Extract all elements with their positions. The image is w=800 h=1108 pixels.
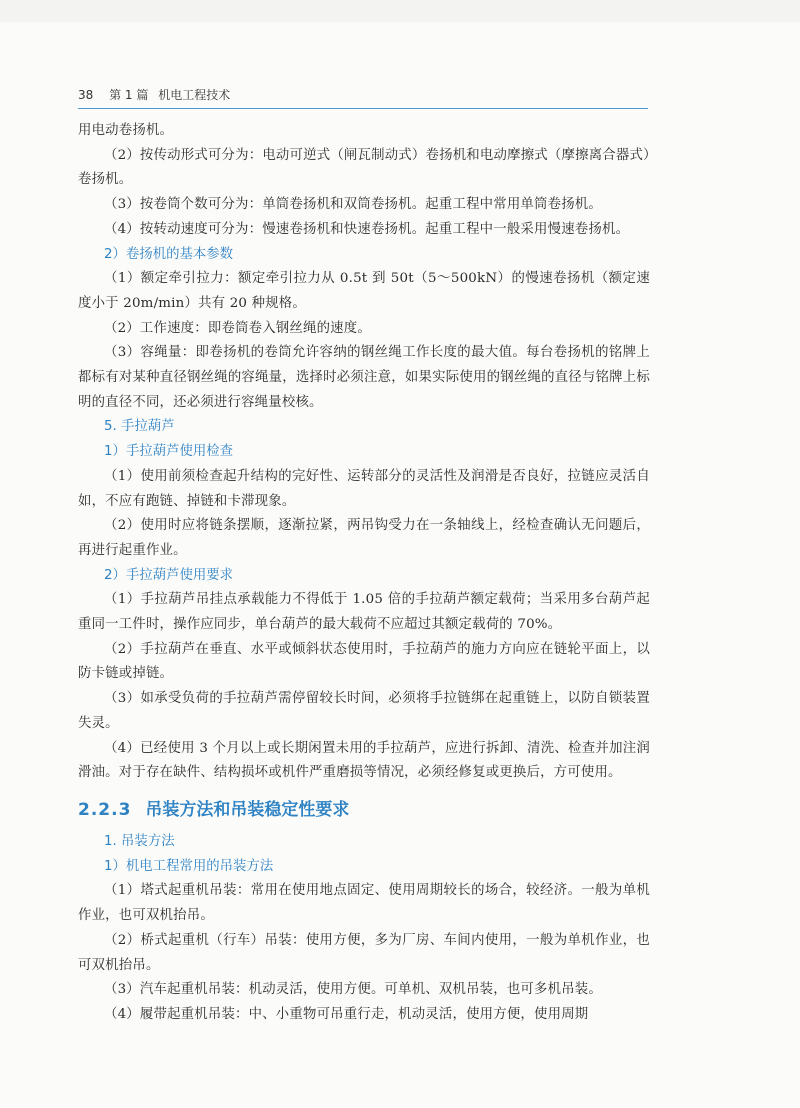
paragraph: （3）汽车起重机吊装：机动灵活，使用方便。可单机、双机吊装，也可多机吊装。 — [104, 982, 602, 998]
paragraph: （1）使用前须检查起升结构的完好性、运转部分的灵活性及润滑是否良好，拉链应灵活自如，不应有跑链、掉链和卡滞现象。 — [78, 468, 650, 509]
paragraph: （2）桥式起重机（行车）吊装：使用方便，多为厂房、车间内使用，一般为单机作业，也可双机抬吊。 — [78, 932, 650, 973]
paragraph: （3）如承受负荷的手拉葫芦需停留较长时间，必须将手拉链绑在起重链上，以防自锁装置失灵。 — [78, 691, 650, 731]
paragraph: （1）塔式起重机吊装：常用在使用地点固定、使用周期较长的场合，较经济。一般为单机作业，也可双机抬吊。 — [78, 883, 650, 924]
part-label: 第 1 篇 — [109, 88, 149, 102]
paragraph: （1）额定牵引拉力：额定牵引拉力从 0.5t 到 50t（5～500kN）的慢速卷扬机（额定速度小于 20m/min）共有 20 种规格。 — [78, 271, 650, 311]
subheading: 1）机电工程常用的吊装方法 — [104, 858, 274, 874]
running-header — [78, 86, 648, 109]
section-heading — [78, 796, 650, 824]
paragraph: （1）手拉葫芦吊挂点承载能力不得低于 1.05 倍的手拉葫芦额定载荷；当采用多台葫芦起重同一工件时，操作应同步，单台葫芦的最大载荷不应超过其额定载荷的 70%。 — [78, 592, 650, 633]
paragraph: （2）工作速度：即卷筒卷入钢丝绳的速度。 — [104, 320, 371, 336]
header-title: 机电工程技术 — [158, 88, 231, 102]
body-text — [78, 119, 650, 1028]
section-number: 2.2.3 — [78, 799, 132, 820]
section-title: 吊装方法和吊装稳定性要求 — [145, 799, 350, 820]
paragraph: （4）履带起重机吊装：中、小重物可吊重行走，机动灵活，使用方便，使用周期 — [104, 1006, 589, 1022]
page-number: 38 — [78, 88, 94, 102]
scan-edge — [0, 0, 800, 22]
subheading: 1. 吊装方法 — [104, 833, 175, 849]
paragraph: 用电动卷扬机。 — [78, 123, 174, 138]
paragraph: （4）已经使用 3 个月以上或长期闲置未用的手拉葫芦，应进行拆卸、清洗、检查并加注润滑油。对于存在缺件、结构损坏或机件严重磨损等情况，必须经修复或更换后，方可使用。 — [78, 740, 650, 781]
subheading: 2）手拉葫芦使用要求 — [104, 567, 234, 583]
paragraph: （2）手拉葫芦在垂直、水平或倾斜状态使用时，手拉葫芦的施力方向应在链轮平面上，以防卡链或掉链。 — [78, 641, 650, 682]
paragraph: （2）按传动形式可分为：电动可逆式（闸瓦制动式）卷扬机和电动摩擦式（摩擦离合器式）卷扬机。 — [78, 147, 650, 188]
paragraph: （3）按卷筒个数可分为：单筒卷扬机和双筒卷扬机。起重工程中常用单筒卷扬机。 — [104, 197, 602, 213]
paragraph: （3）容绳量：即卷扬机的卷筒允许容纳的钢丝绳工作长度的最大值。每台卷扬机的铭牌上都标有对某种直径钢丝绳的容绳量，选择时必须注意，如果实际使用的钢丝绳的直径与铭牌上标明的直径不同，还必须进行容绳量校核。 — [78, 345, 650, 410]
paragraph: （2）使用时应将链条摆顺，逐渐拉紧，两吊钩受力在一条轴线上，经检查确认无问题后，再进行起重作业。 — [78, 518, 650, 558]
subheading: 2）卷扬机的基本参数 — [104, 246, 234, 262]
paragraph: （4）按转动速度可分为：慢速卷扬机和快速卷扬机。起重工程中一般采用慢速卷扬机。 — [104, 221, 630, 237]
subheading: 5. 手拉葫芦 — [104, 419, 175, 435]
subheading: 1）手拉葫芦使用检查 — [104, 444, 234, 460]
